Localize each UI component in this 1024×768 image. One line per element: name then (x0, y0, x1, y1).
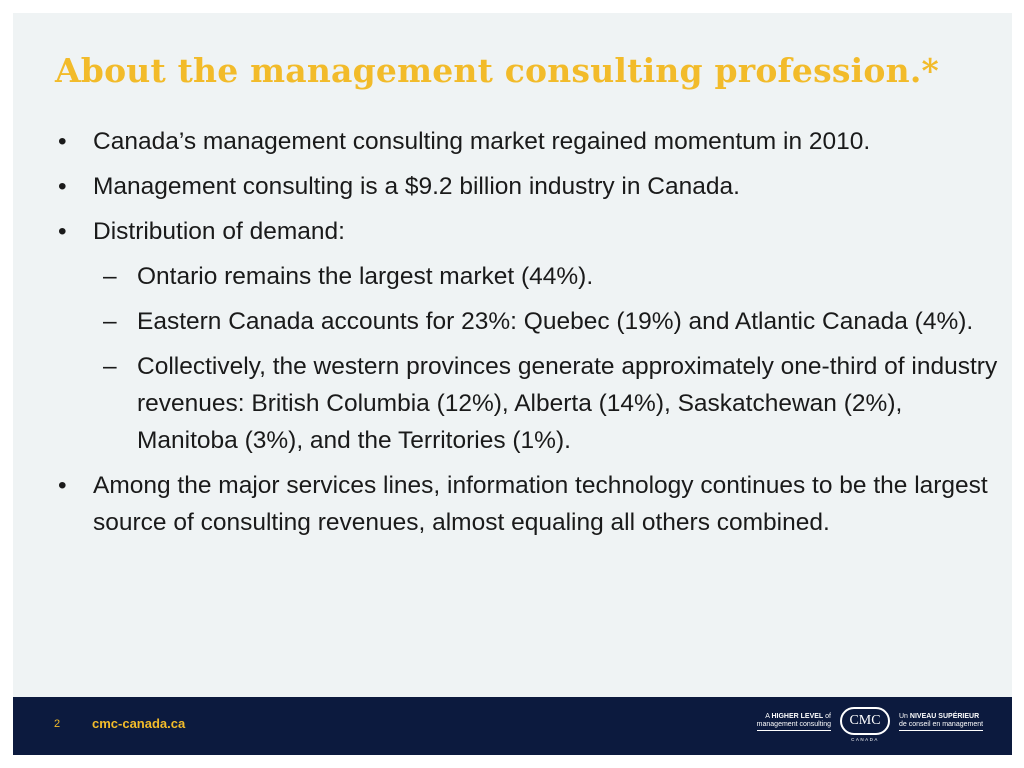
logo-tagline-french (899, 713, 983, 731)
bullet-item (53, 168, 1003, 205)
tagline-en-bold: HIGHER LEVEL (771, 713, 824, 720)
logo-tagline-english (757, 713, 831, 731)
cmc-logo-subtext: CANADA (851, 737, 879, 742)
sub-bullet-item (53, 258, 1003, 295)
slide (13, 13, 1012, 755)
bullet-mark: • (58, 472, 67, 499)
sub-bullet-text: Eastern Canada accounts for 23%: Quebec (19%) and Atlantic Canada (4%). (137, 308, 974, 335)
bullet-text: Among the major services lines, information technology continues to be the largest source of consulting revenues, almost equaling all others combined. (93, 472, 988, 536)
bullet-text: Distribution of demand: (93, 218, 345, 245)
page-number: 2 (54, 718, 61, 730)
sub-bullet-text: Ontario remains the largest market (44%). (137, 263, 594, 290)
bullet-text: Canada’s management consulting market regained momentum in 2010. (93, 128, 871, 155)
tagline-fr-prefix: Un (899, 713, 910, 720)
bullet-item (53, 123, 1003, 160)
slide-body (53, 123, 1003, 549)
cmc-logo-mark: CMC (840, 707, 890, 735)
dash-mark: – (103, 263, 117, 290)
sub-bullet-item (53, 348, 1003, 459)
tagline-en-line2: management consulting (756, 721, 831, 728)
bullet-mark: • (58, 173, 67, 200)
tagline-en-suffix: of (823, 713, 831, 720)
bullet-item (53, 467, 1003, 541)
footer-bar (13, 697, 1012, 755)
bullet-text: Management consulting is a $9.2 billion industry in Canada. (93, 173, 740, 200)
dash-mark: – (103, 353, 117, 380)
sub-bullet-text: Collectively, the western provinces generate approximately one-third of industry revenues: British Columbia (12%), Alberta (14%), Saskatchewan (2%), Manitoba (3%), and the Territories (1%). (137, 353, 998, 454)
slide-title: About the management consulting profession.* (55, 51, 939, 90)
cmc-canada-logo (743, 705, 983, 747)
tagline-fr-bold: NIVEAU SUPÉRIEUR (909, 713, 980, 720)
tagline-en-prefix: A (765, 713, 772, 720)
bullet-mark: • (58, 128, 67, 155)
tagline-fr-line2: de conseil en management (899, 721, 984, 728)
bullet-mark: • (58, 218, 67, 245)
bullet-item (53, 213, 1003, 250)
dash-mark: – (103, 308, 117, 335)
website-link[interactable]: cmc-canada.ca (92, 716, 186, 731)
sub-bullet-item (53, 303, 1003, 340)
